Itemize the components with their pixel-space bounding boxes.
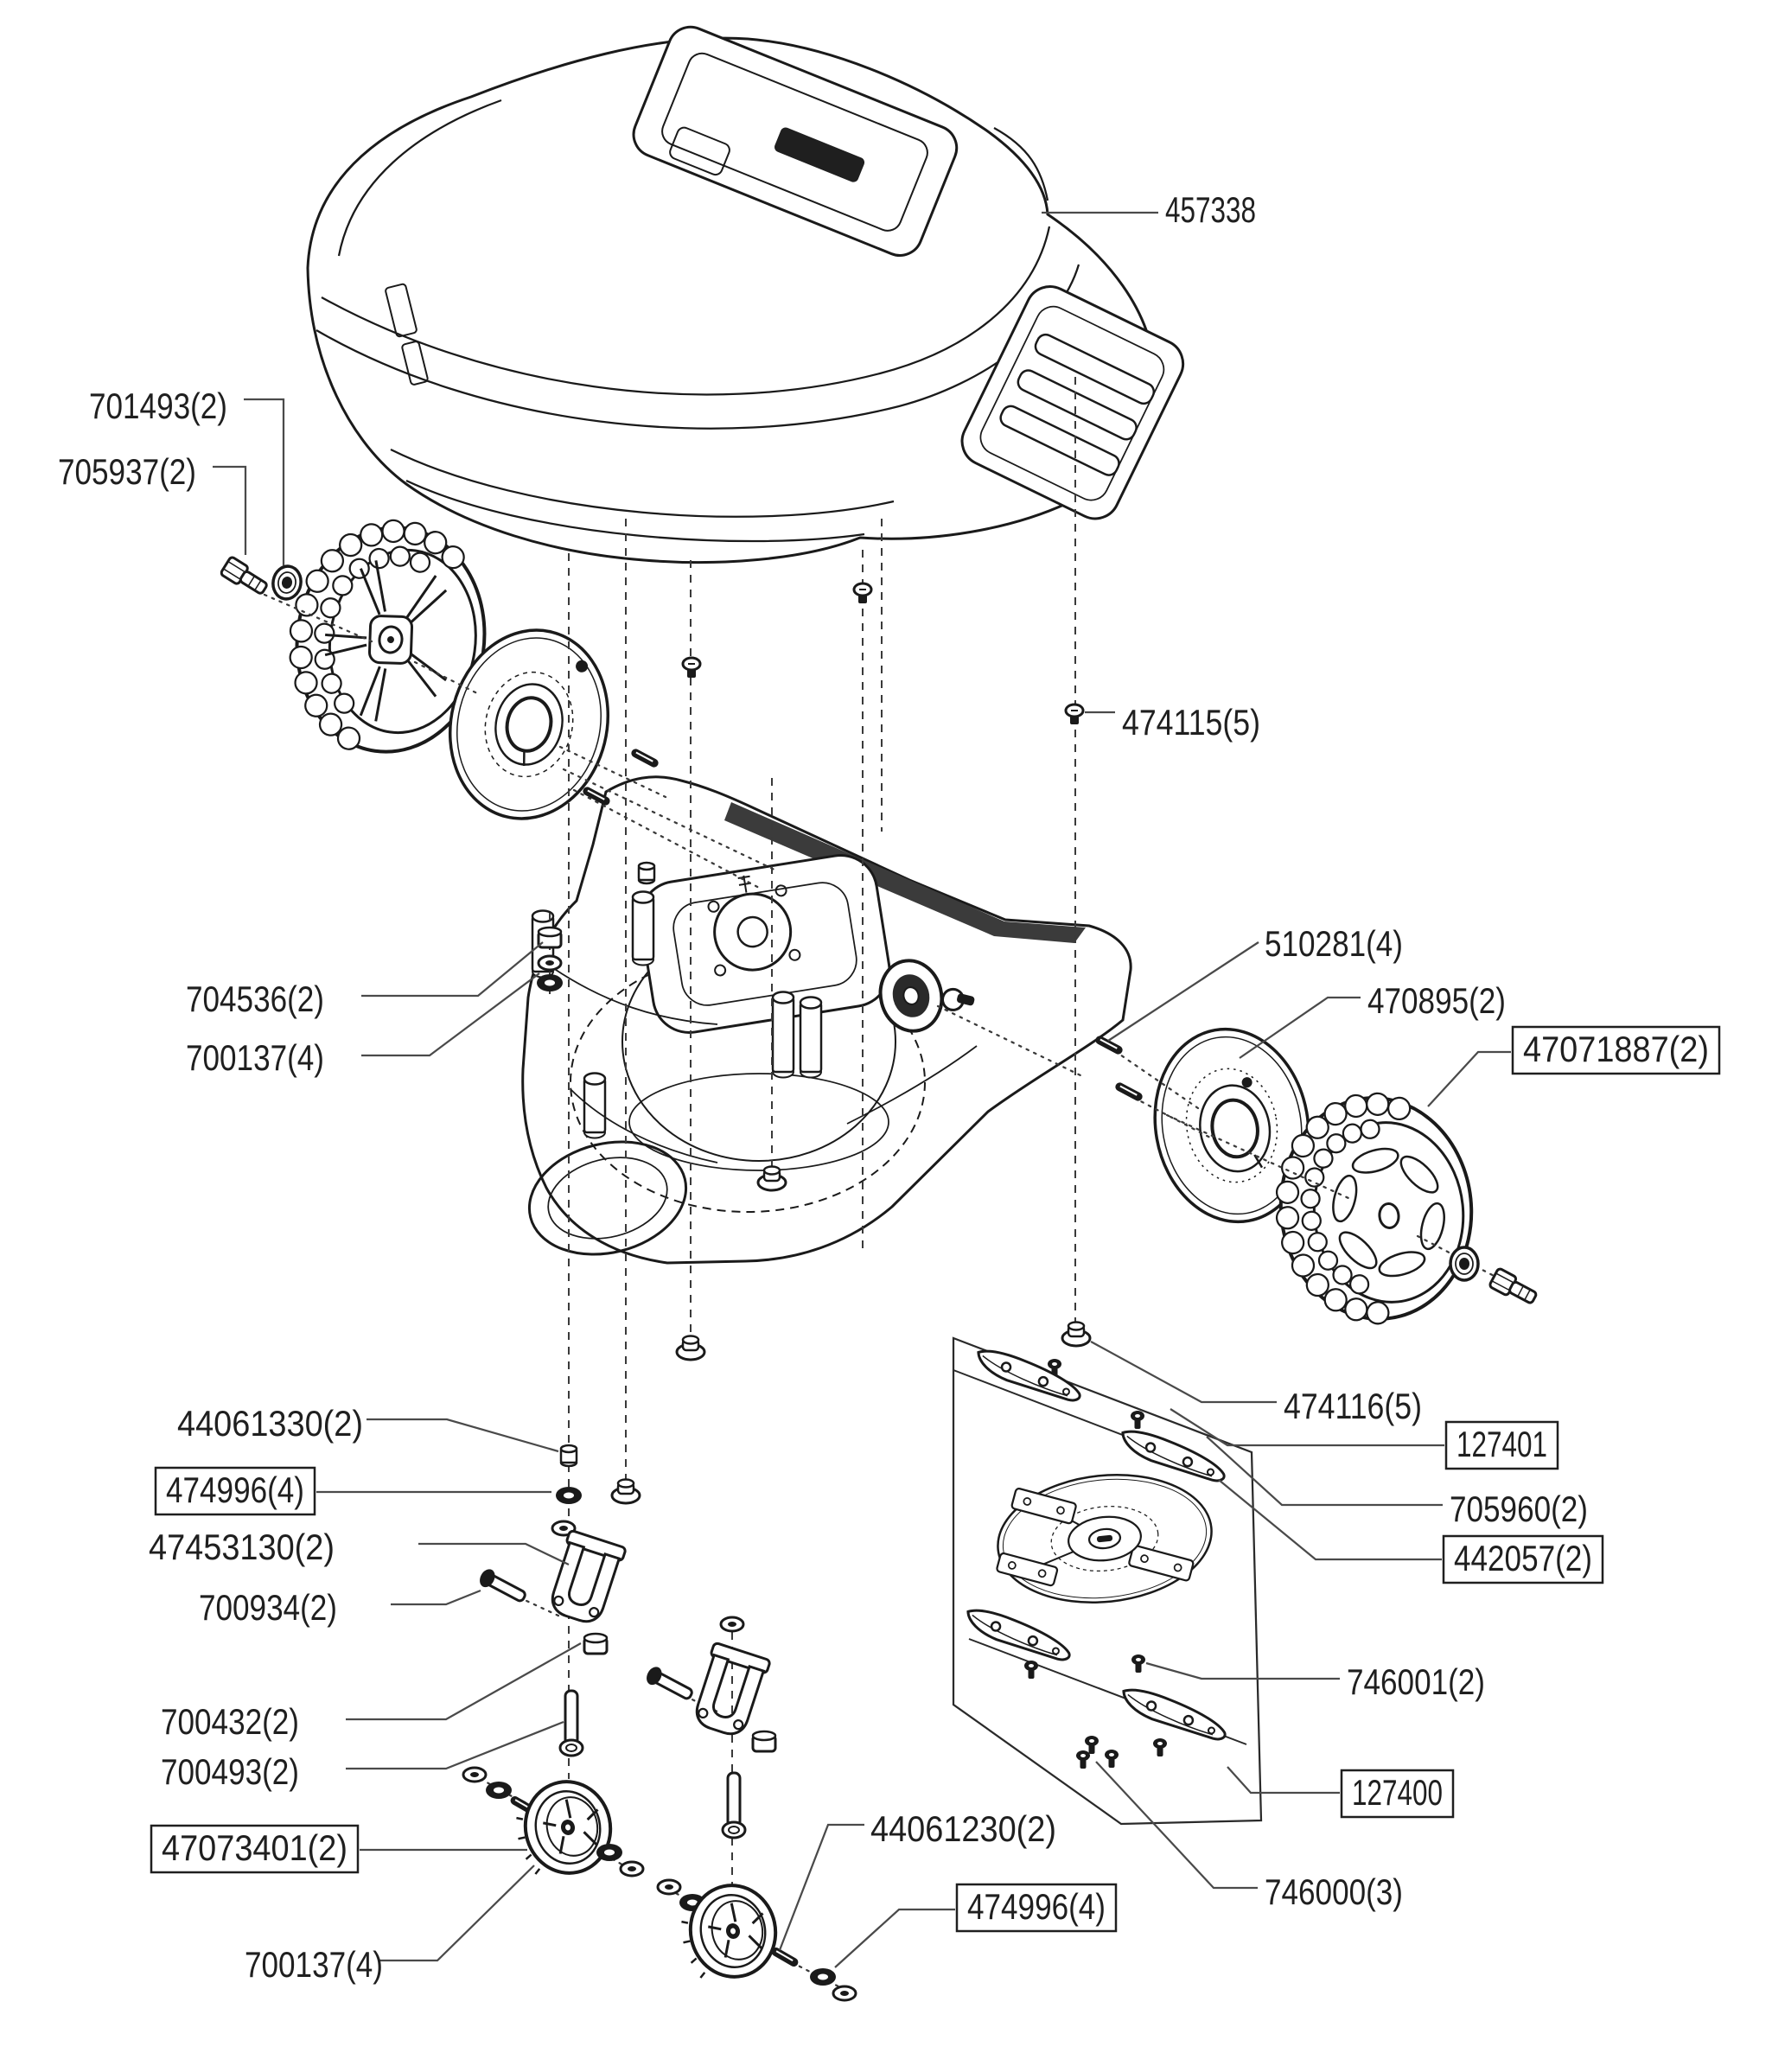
wheel-tread-knob [1276, 1206, 1299, 1229]
part-number-label: 127400 [1352, 1772, 1443, 1813]
blade-part [962, 1604, 1074, 1665]
part-callout-705937-2 [58, 451, 245, 555]
part-number-label: 700934(2) [199, 1587, 337, 1628]
part-number-label: 705960(2) [1450, 1489, 1588, 1529]
part-callout-704536-2 [186, 942, 543, 1019]
part-callout-457338 [1042, 189, 1256, 230]
leader-line [1146, 1663, 1340, 1679]
screw-dark-part [1105, 1750, 1119, 1768]
leader-line [379, 1865, 534, 1960]
bracket-part [545, 1530, 626, 1627]
part-number-label: 47071887(2) [1523, 1029, 1709, 1069]
bracket-part [689, 1642, 770, 1739]
nut-hex-part [539, 928, 561, 947]
rod-dark-part [1094, 1035, 1125, 1056]
part-number-label: 700432(2) [161, 1701, 299, 1742]
part-callout-47073401-2 [151, 1826, 527, 1872]
screw-dark-part [1153, 1738, 1167, 1756]
washer-lg-part [271, 564, 303, 602]
wheel-tread-knob [1306, 1273, 1329, 1297]
part-number-label: 47453130(2) [149, 1527, 335, 1567]
part-blade-disc-442057 [987, 1464, 1218, 1613]
washer-part [621, 1862, 643, 1876]
bolt-vert-part [723, 1773, 745, 1838]
chassis-post [633, 897, 653, 959]
chassis-post [773, 992, 794, 1004]
leader-line [346, 1722, 564, 1769]
leader-line [361, 942, 543, 996]
part-callout-746001-2 [1146, 1661, 1485, 1702]
grommet-part [596, 1844, 622, 1861]
grommet-part [537, 974, 563, 991]
wheel-tread-knob [1333, 1265, 1353, 1285]
wheel-tread-knob [1342, 1124, 1362, 1144]
washer-part [658, 1880, 680, 1894]
part-callout-47453130-2 [149, 1527, 569, 1567]
part-number-label: 705937(2) [58, 451, 196, 492]
leader-line [835, 1909, 955, 1967]
screw-small-part [1066, 704, 1083, 724]
wheel-tread-knob [1301, 1189, 1321, 1208]
cover-top-recess [627, 20, 963, 262]
leader-line [1227, 1767, 1340, 1793]
part-number-label: 700493(2) [161, 1751, 299, 1792]
washer-part [539, 956, 561, 970]
part-callout-474115-5 [1085, 702, 1260, 743]
part-number-label: 127401 [1456, 1424, 1547, 1464]
cap-flange-part [612, 1480, 640, 1504]
part-number-label: 44061230(2) [870, 1808, 1056, 1849]
part-number-label: 457338 [1165, 189, 1256, 230]
rod-dark-part [770, 1946, 800, 1968]
bolt-vert-part [560, 1691, 583, 1756]
chassis-post [773, 998, 794, 1072]
screw-small-part [854, 583, 871, 603]
grommet-part [486, 1782, 512, 1799]
screw-dark-part [1076, 1750, 1090, 1769]
wheel-tread-knob [1281, 1231, 1304, 1254]
part-labels [58, 189, 1719, 1985]
part-number-label: 470895(2) [1367, 980, 1506, 1021]
washer-part [721, 1617, 743, 1631]
part-callout-44061330-2 [177, 1403, 558, 1451]
part-callout-700137-4b [245, 1865, 534, 1985]
caster-part [508, 1774, 619, 1883]
socket-screw-part [220, 557, 271, 598]
chassis-post [584, 1074, 605, 1085]
screw-dark-part [1131, 1411, 1144, 1429]
wheel-tread-knob [1387, 1097, 1411, 1120]
wheel-tread-knob [1308, 1232, 1328, 1252]
leader-line [1091, 1342, 1277, 1402]
bushing-part [561, 1445, 577, 1466]
part-callout-700934-2 [199, 1587, 481, 1628]
leader-line [1207, 1437, 1443, 1505]
wheel-tread-knob [1276, 1181, 1299, 1204]
part-number-label: 474115(5) [1122, 702, 1260, 743]
wheel-tread-knob [1291, 1134, 1315, 1157]
screw-small-part [683, 658, 700, 678]
leader-line [361, 973, 539, 1055]
cap-flange-part [677, 1336, 704, 1361]
blade-part [972, 1345, 1084, 1406]
part-callout-700432-2 [161, 1643, 581, 1742]
rod-dark-part [630, 748, 660, 769]
bushing-part [639, 863, 654, 883]
cap-flange-part [1062, 1323, 1090, 1347]
wheel-tread-knob [1366, 1093, 1389, 1116]
screw-dark-part [1131, 1654, 1145, 1673]
part-number-label: 474116(5) [1284, 1386, 1422, 1426]
part-callout-470895-2 [1240, 980, 1506, 1058]
grommet-part [810, 1968, 836, 1986]
washer-lg-part [1450, 1247, 1478, 1280]
part-number-label: 474996(4) [166, 1470, 304, 1510]
washer-part [463, 1768, 486, 1782]
part-number-label: 510281(4) [1265, 923, 1403, 964]
cover-rear-grille [954, 278, 1191, 526]
part-callout-510281-4 [1108, 923, 1403, 1041]
wheel-tread-knob [1291, 1253, 1315, 1277]
chassis-post [633, 892, 653, 903]
washer-part [833, 1986, 856, 2000]
leader-line [1108, 942, 1259, 1041]
part-number-label: 700137(4) [186, 1037, 324, 1078]
leader-line [780, 1825, 864, 1950]
part-number-label: 47073401(2) [162, 1827, 347, 1868]
screw-dark-part [1085, 1736, 1099, 1754]
part-number-label: 746001(2) [1347, 1661, 1485, 1702]
wheel-tread-knob [1318, 1251, 1338, 1271]
socket-screw-part [1489, 1268, 1539, 1308]
wheel-tread-knob [1323, 1102, 1347, 1125]
part-number-label: 700137(4) [245, 1944, 383, 1985]
nut-hex-part [753, 1731, 775, 1751]
chassis-post [584, 1079, 605, 1132]
pin-rod-part [644, 1664, 696, 1704]
pin-rod-part [477, 1566, 529, 1606]
wheel-tread-knob [1349, 1274, 1369, 1294]
leader-line [1096, 1762, 1258, 1888]
caster-part [673, 1878, 784, 1986]
part-number-label: 44061330(2) [177, 1403, 363, 1444]
grommet-part [556, 1487, 582, 1504]
leader-line [244, 399, 284, 565]
leader-line [1428, 1052, 1511, 1106]
part-callout-474996-4a [156, 1468, 551, 1514]
leader-line [367, 1419, 558, 1451]
wheel-tread-knob [1302, 1211, 1322, 1231]
part-number-label: 701493(2) [89, 386, 227, 426]
rod-dark-part [582, 786, 612, 807]
leader-line [391, 1591, 481, 1604]
wheel-tread-knob [1344, 1297, 1367, 1321]
part-top-cover [308, 20, 1191, 562]
part-callout-474996-4b [835, 1884, 1116, 1967]
chassis-post [800, 1003, 821, 1072]
part-callout-47071887-2 [1428, 1027, 1719, 1106]
nut-hex-part [584, 1634, 607, 1654]
rod-dark-part [1114, 1081, 1144, 1103]
leader-line [418, 1544, 569, 1565]
wheel-tread-knob [1344, 1094, 1367, 1118]
chassis-motor-mount [635, 850, 895, 1037]
leader-line [213, 467, 245, 555]
chassis-post [800, 998, 821, 1009]
wheel-tread-knob [1304, 1168, 1324, 1188]
part-number-label: 474996(4) [967, 1886, 1106, 1927]
part-number-label: 442057(2) [1454, 1538, 1592, 1578]
wheel-tread-knob [1360, 1119, 1380, 1139]
part-number-label: 746000(3) [1265, 1871, 1403, 1912]
wheel-tread-knob [1366, 1301, 1389, 1324]
leader-line [346, 1643, 581, 1719]
part-number-label: 704536(2) [186, 979, 324, 1019]
part-chassis [517, 777, 1131, 1271]
screw-dark-part [1024, 1661, 1038, 1679]
blade-part [1118, 1684, 1229, 1744]
